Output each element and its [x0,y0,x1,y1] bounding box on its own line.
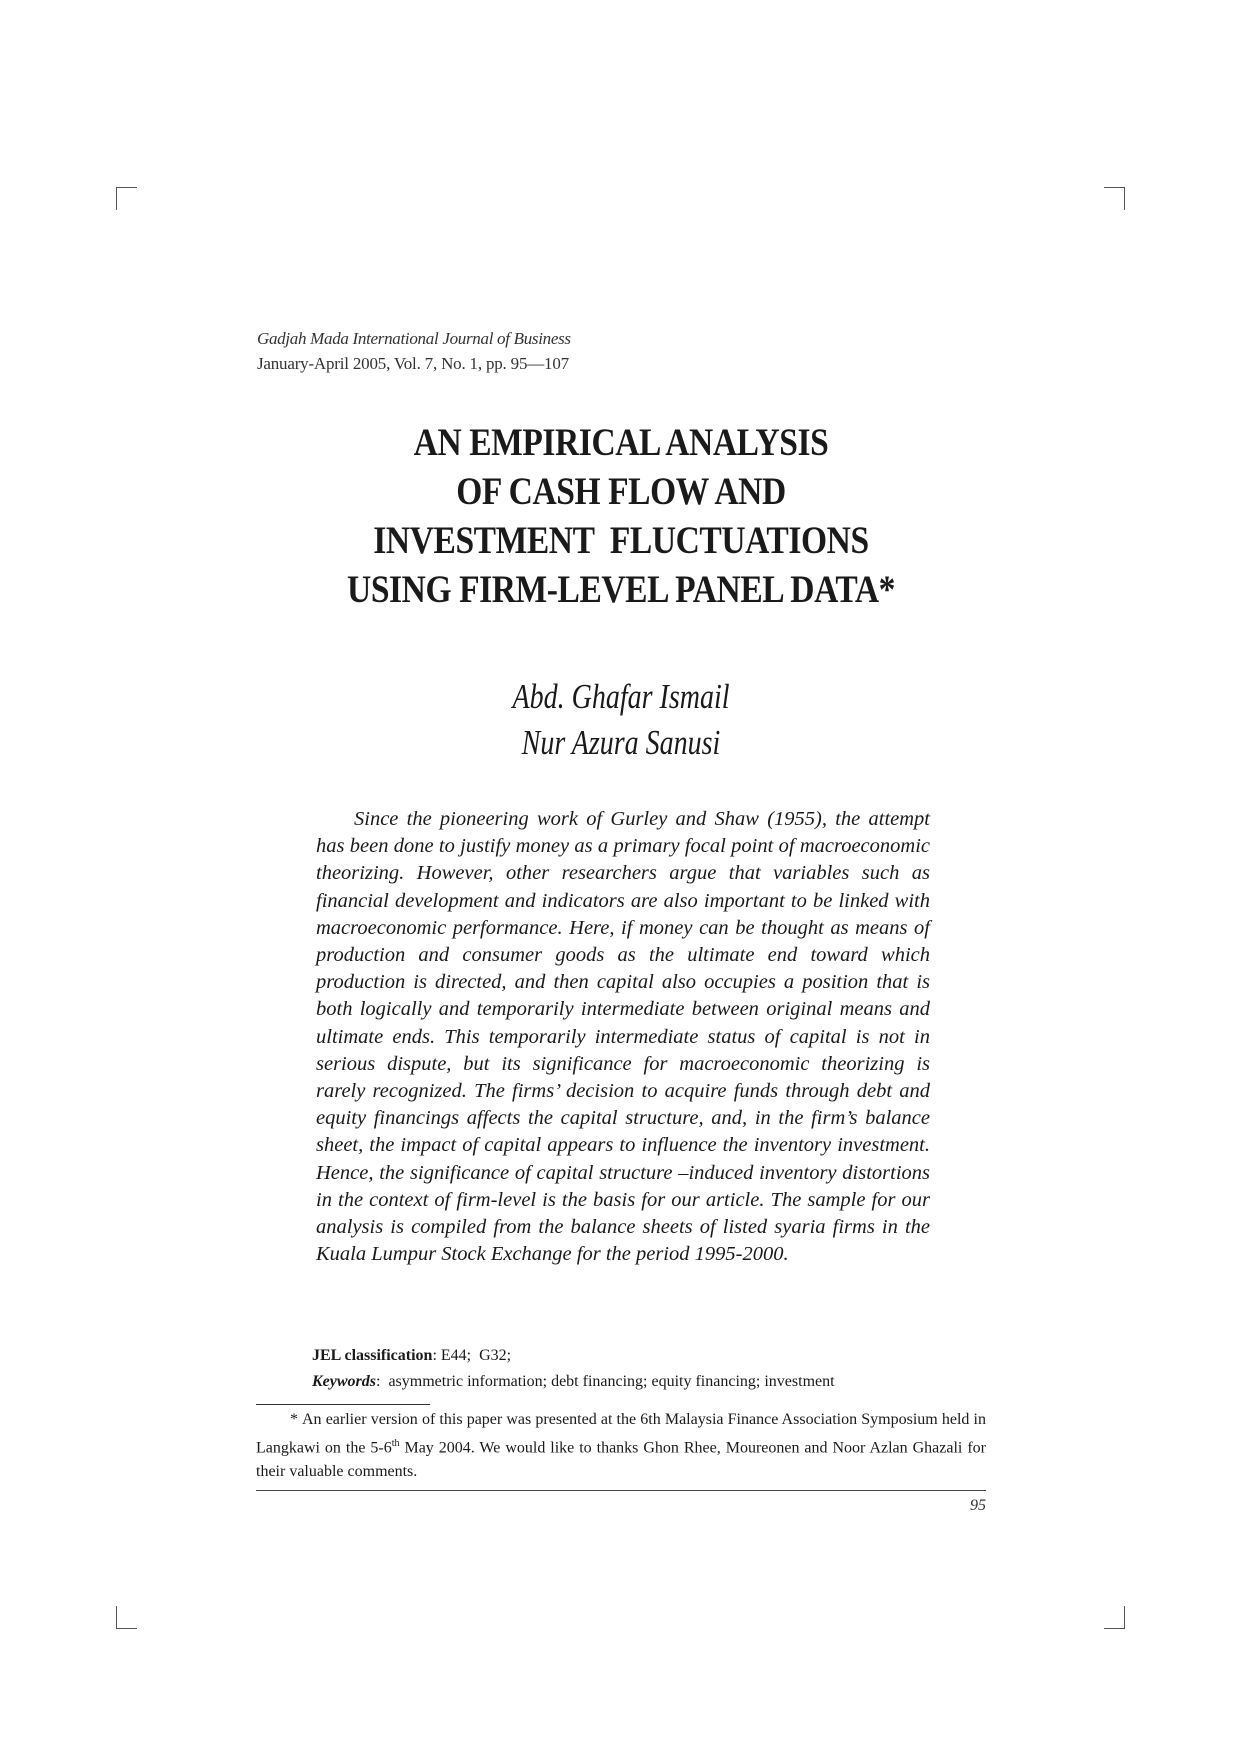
title-line: USING FIRM-LEVEL PANEL DATA* [347,568,895,611]
footnote-separator [256,1404,430,1405]
jel-classification [312,1343,932,1369]
footnote-text-end: May 2004. We would like to thanks Ghon Rhee, Moureonen and Noor Azlan Ghazali for their valuable comments. [256,1439,986,1481]
journal-name: Gadjah Mada International Journal of Business [257,329,571,348]
keywords-value: : asymmetric information; debt financing; equity financing; investment [376,1373,835,1390]
article-title [308,418,934,614]
footnote-superscript: th [391,1438,400,1449]
journal-issue: January-April 2005, Vol. 7, No. 1, pp. 95—107 [257,354,569,373]
page-footer-rule [256,1490,986,1491]
crop-mark-top-left [116,187,137,210]
author-name: Nur Azura Sanusi [521,723,721,762]
footnote-text-start: An earlier version of this paper was presented at the 6th Malaysia Finance Association Symposium held in Langkawi on the 5-6 [256,1411,986,1457]
footnote [256,1408,986,1484]
keywords [312,1369,932,1395]
author-list [330,674,912,766]
crop-mark-bottom-left [116,1606,137,1629]
page-number: 95 [970,1497,986,1514]
classification-block [312,1343,932,1395]
title-line: OF CASH FLOW AND [456,470,786,513]
jel-value: : E44; G32; [432,1347,512,1364]
abstract: Since the pioneering work of Gurley and Shaw (1955), the attempt has been done to justify money as a primary focal point of macroeconomic theorizing. However, other researchers argue that variables such as financial development and indicators are also important to be linked with macroeconomic performance. Here, if money can be thought as means of production and consumer goods as the ultimate end toward which production is directed, and then capital also occupies a position that is both logically and temporarily intermediate between original means and ultimate ends. This temporarily intermediate status of capital is not in serious dispute, but its significance for macroeconomic theorizing is rarely recognized. The firms’ decision to acquire funds through debt and equity financings affects the capital structure, and, in the firm’s balance sheet, the impact of capital appears to influence the inventory investment. Hence, the significance of capital structure –induced inventory distortions in the context of firm-level is the basis for our article. The sample for our analysis is compiled from the balance sheets of listed syaria firms in the Kuala Lumpur Stock Exchange for the period 1995-2000. [316,808,930,1266]
title-line: INVESTMENT FLUCTUATIONS [373,519,869,562]
crop-mark-bottom-right [1104,1606,1125,1629]
jel-label: JEL classification [312,1347,433,1364]
footnote-marker: * [290,1411,298,1428]
keywords-label: Keywords [312,1373,376,1390]
author-name: Abd. Ghafar Ismail [512,677,730,716]
title-line: AN EMPIRICAL ANALYSIS [413,421,829,464]
crop-mark-top-right [1104,187,1125,210]
